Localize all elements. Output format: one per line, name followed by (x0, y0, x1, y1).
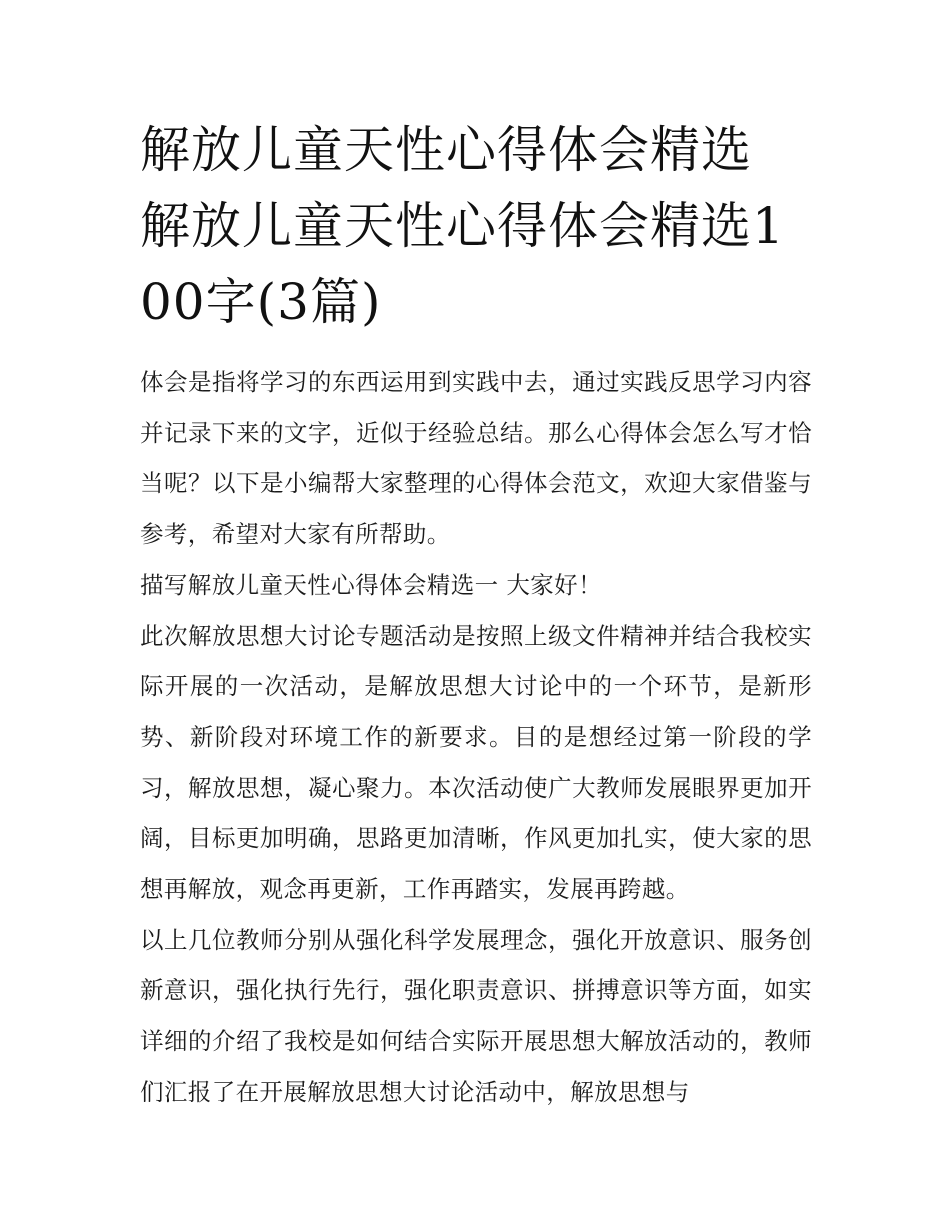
paragraph-activity: 此次解放思想大讨论专题活动是按照上级文件精神并结合我校实际开展的一次活动，是解放思想大讨论中的一个环节，是新形势、新阶段对环境工作的新要求。目的是想经过第一阶段的学习，解放思想，凝心聚力。本次活动使广大教师发展眼界更加开阔，目标更加明确，思路更加清晰，作风更加扎实，使大家的思想再解放，观念再更新，工作再踏实，发展再跨越。 (140, 621, 812, 904)
paragraph-section-heading: 描写解放儿童天性心得体会精选一 大家好！ (140, 570, 602, 599)
document-body (140, 357, 812, 1118)
paragraph-teachers: 以上几位教师分别从强化科学发展理念，强化开放意识、服务创新意识，强化执行先行，强化职责意识、拼搏意识等方面，如实详细的介绍了我校是如何结合实际开展思想大解放活动的，教师们汇报了在开展解放思想大讨论活动中，解放思想与 (140, 925, 812, 1106)
document-title: 解放儿童天性心得体会精选 解放儿童天性心得体会精选100字(3篇) (140, 121, 785, 331)
document-content (140, 112, 812, 1118)
paragraph-intro: 体会是指将学习的东西运用到实践中去，通过实践反思学习内容并记录下来的文字，近似于经验总结。那么心得体会怎么写才恰当呢？以下是小编帮大家整理的心得体会范文，欢迎大家借鉴与参考，希望对大家有所帮助。 (140, 368, 812, 549)
